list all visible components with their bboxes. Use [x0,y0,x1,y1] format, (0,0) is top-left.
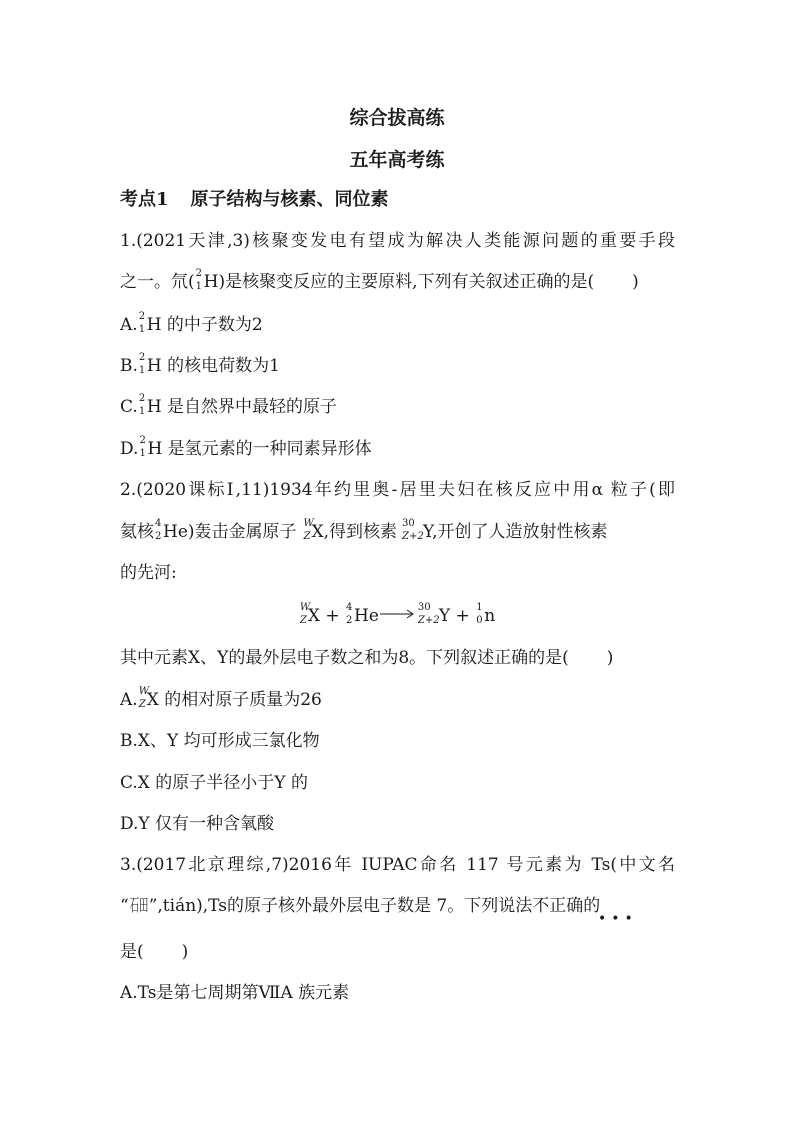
q2-stem-line3: 的先河: [120,563,177,583]
q1-option-b: B. 2 1 H 的核电荷数为1 [120,352,280,376]
section-label: 考点1 [120,189,169,210]
q2-option-b: B.X、Y 均可形成三氯化物 [120,731,320,751]
reaction-arrow-icon [379,607,417,619]
nuclear-equation: W Z X + 4 2 He 30 Z+2 Y + 1 0 n [299,602,496,626]
q2-stem-line1: 2.(2020课标Ⅰ,11)1934年约里奥-居里夫妇在核反应中用α 粒子(即 [120,480,675,500]
q2-stem-line2: 氦核 4 2 He)轰击金属原子 W Z X,得到核素 30 Z+2 Y,开创了人造放射性核素 [120,518,608,542]
page-subtitle: 五年高考练 [349,149,445,171]
page-title: 综合拔高练 [349,107,445,129]
q1-isotope: 2 1 [195,268,203,292]
q1-option-d: D. 2 1 H 是氢元素的一种同素异形体 [120,435,372,459]
q3-stem-line2: “石田”,tián),Ts的原子核外最外层电子数是 7。下列说法不正确的 [120,896,601,916]
q3-stem-line1: 3.(2017北京理综,7)2016年 IUPAC命名 117 号元素为 Ts(中文名 [120,855,675,875]
emphasis-dots: ••• [598,911,638,927]
q2-option-a: A. W Z X 的相对原子质量为26 [120,686,322,710]
tian-character: 石田 [129,896,149,916]
section-heading [120,188,389,212]
q2-stem-line4: 其中元素X、Y的最外层电子数之和为8。下列叙述正确的是( ) [120,648,614,668]
q1-option-a: A. 2 1 H 的中子数为2 [120,311,263,335]
q3-option-a: A.Ts是第七周期第ⅦA 族元素 [120,983,350,1003]
emphasis-text: 不正 [532,896,567,916]
q2-option-d: D.Y 仅有一种含氧酸 [120,814,275,834]
q1-stem-line2: 之一。氘( 2 1 H)是核聚变反应的主要原料,下列有关叙述正确的是( ) [120,268,639,292]
section-name: 原子结构与核素、同位素 [190,189,389,210]
q1-stem-line1: 1.(2021天津,3)核聚变发电有望成为解决人类能源问题的重要手段 [120,231,675,251]
q2-option-c: C.X 的原子半径小于Y 的 [120,773,308,793]
q1-option-c: C. 2 1 H 是自然界中最轻的原子 [120,393,338,417]
q3-stem-line3: 是( ) [120,942,189,962]
